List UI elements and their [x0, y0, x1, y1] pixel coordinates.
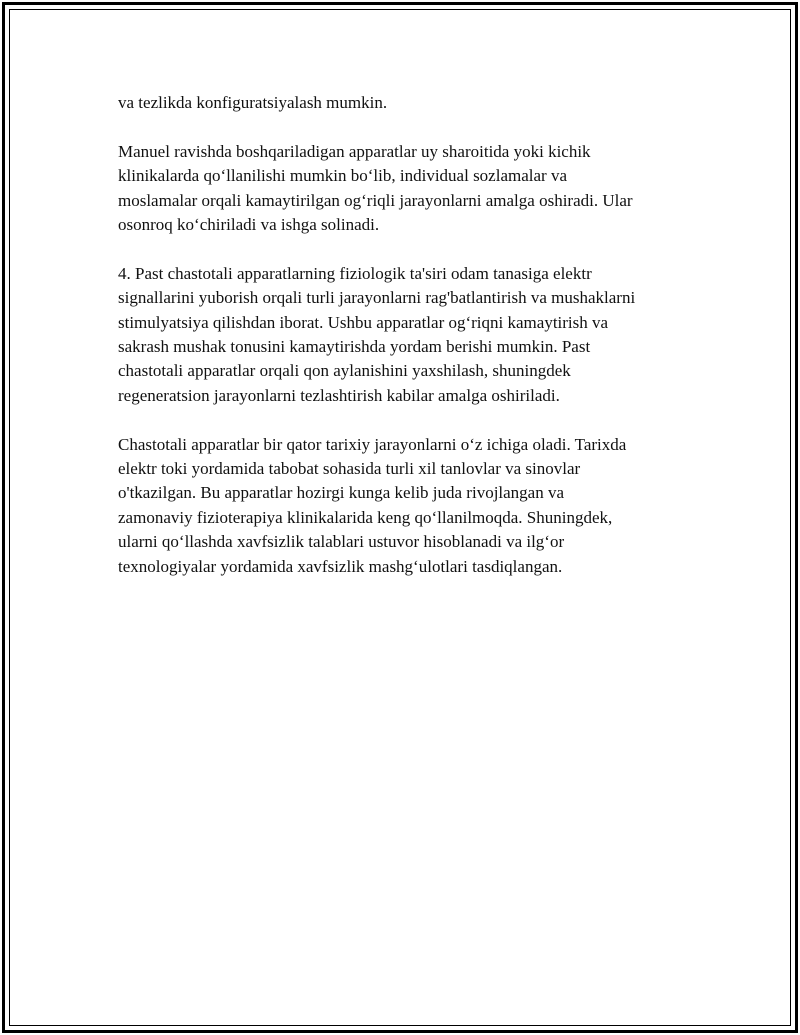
text-line: ularni qo‘llashda xavfsizlik talablari ustuvor hisoblanadi va ilg‘or [118, 532, 565, 552]
paragraph-continuation [118, 91, 688, 115]
text-line: Chastotali apparatlar bir qator tarixiy jarayonlarni o‘z ichiga oladi. Tarixda [118, 434, 627, 454]
paragraph-low-frequency-effects [118, 262, 688, 408]
text-line: 4. Past chastotali apparatlarning fiziologik ta'siri odam tanasiga elektr [118, 263, 592, 283]
text-line: osonroq ko‘chiriladi va ishga solinadi. [118, 215, 380, 235]
text-line: moslamalar orqali kamaytirilgan og‘riqli jarayonlarni amalga oshiradi. Ular [118, 190, 633, 210]
text-line: elektr toki yordamida tabobat sohasida turli xil tanlovlar va sinovlar [118, 459, 581, 479]
text-line: Manuel ravishda boshqariladigan apparatlar uy sharoitida yoki kichik [118, 141, 591, 161]
text-line: o'tkazilgan. Bu apparatlar hozirgi kunga kelib juda rivojlangan va [118, 483, 565, 503]
paragraph-history [118, 433, 688, 579]
paragraph-manual-devices [118, 140, 688, 238]
text-line: chastotali apparatlar orqali qon aylanishini yaxshilash, shuningdek [118, 361, 571, 381]
text-line: signallarini yuborish orqali turli jarayonlarni rag'batlantirish va mushaklarni [118, 288, 636, 308]
text-line: stimulyatsiya qilishdan iborat. Ushbu apparatlar og‘riqni kamaytirish va [118, 312, 609, 332]
text-line: regeneratsion jarayonlarni tezlashtirish kabilar amalga oshiriladi. [118, 385, 560, 405]
document-body [118, 91, 688, 603]
text-line: klinikalarda qo‘llanilishi mumkin bo‘lib, individual sozlamalar va [118, 166, 567, 186]
text-line: texnologiyalar yordamida xavfsizlik mashg‘ulotlari tasdiqlangan. [118, 556, 563, 576]
text-line: va tezlikda konfiguratsiyalash mumkin. [118, 93, 388, 112]
text-line: sakrash mushak tonusini kamaytirishda yordam berishi mumkin. Past [118, 337, 591, 357]
text-line: zamonaviy fizioterapiya klinikalarida keng qo‘llanilmoqda. Shuningdek, [118, 507, 613, 527]
